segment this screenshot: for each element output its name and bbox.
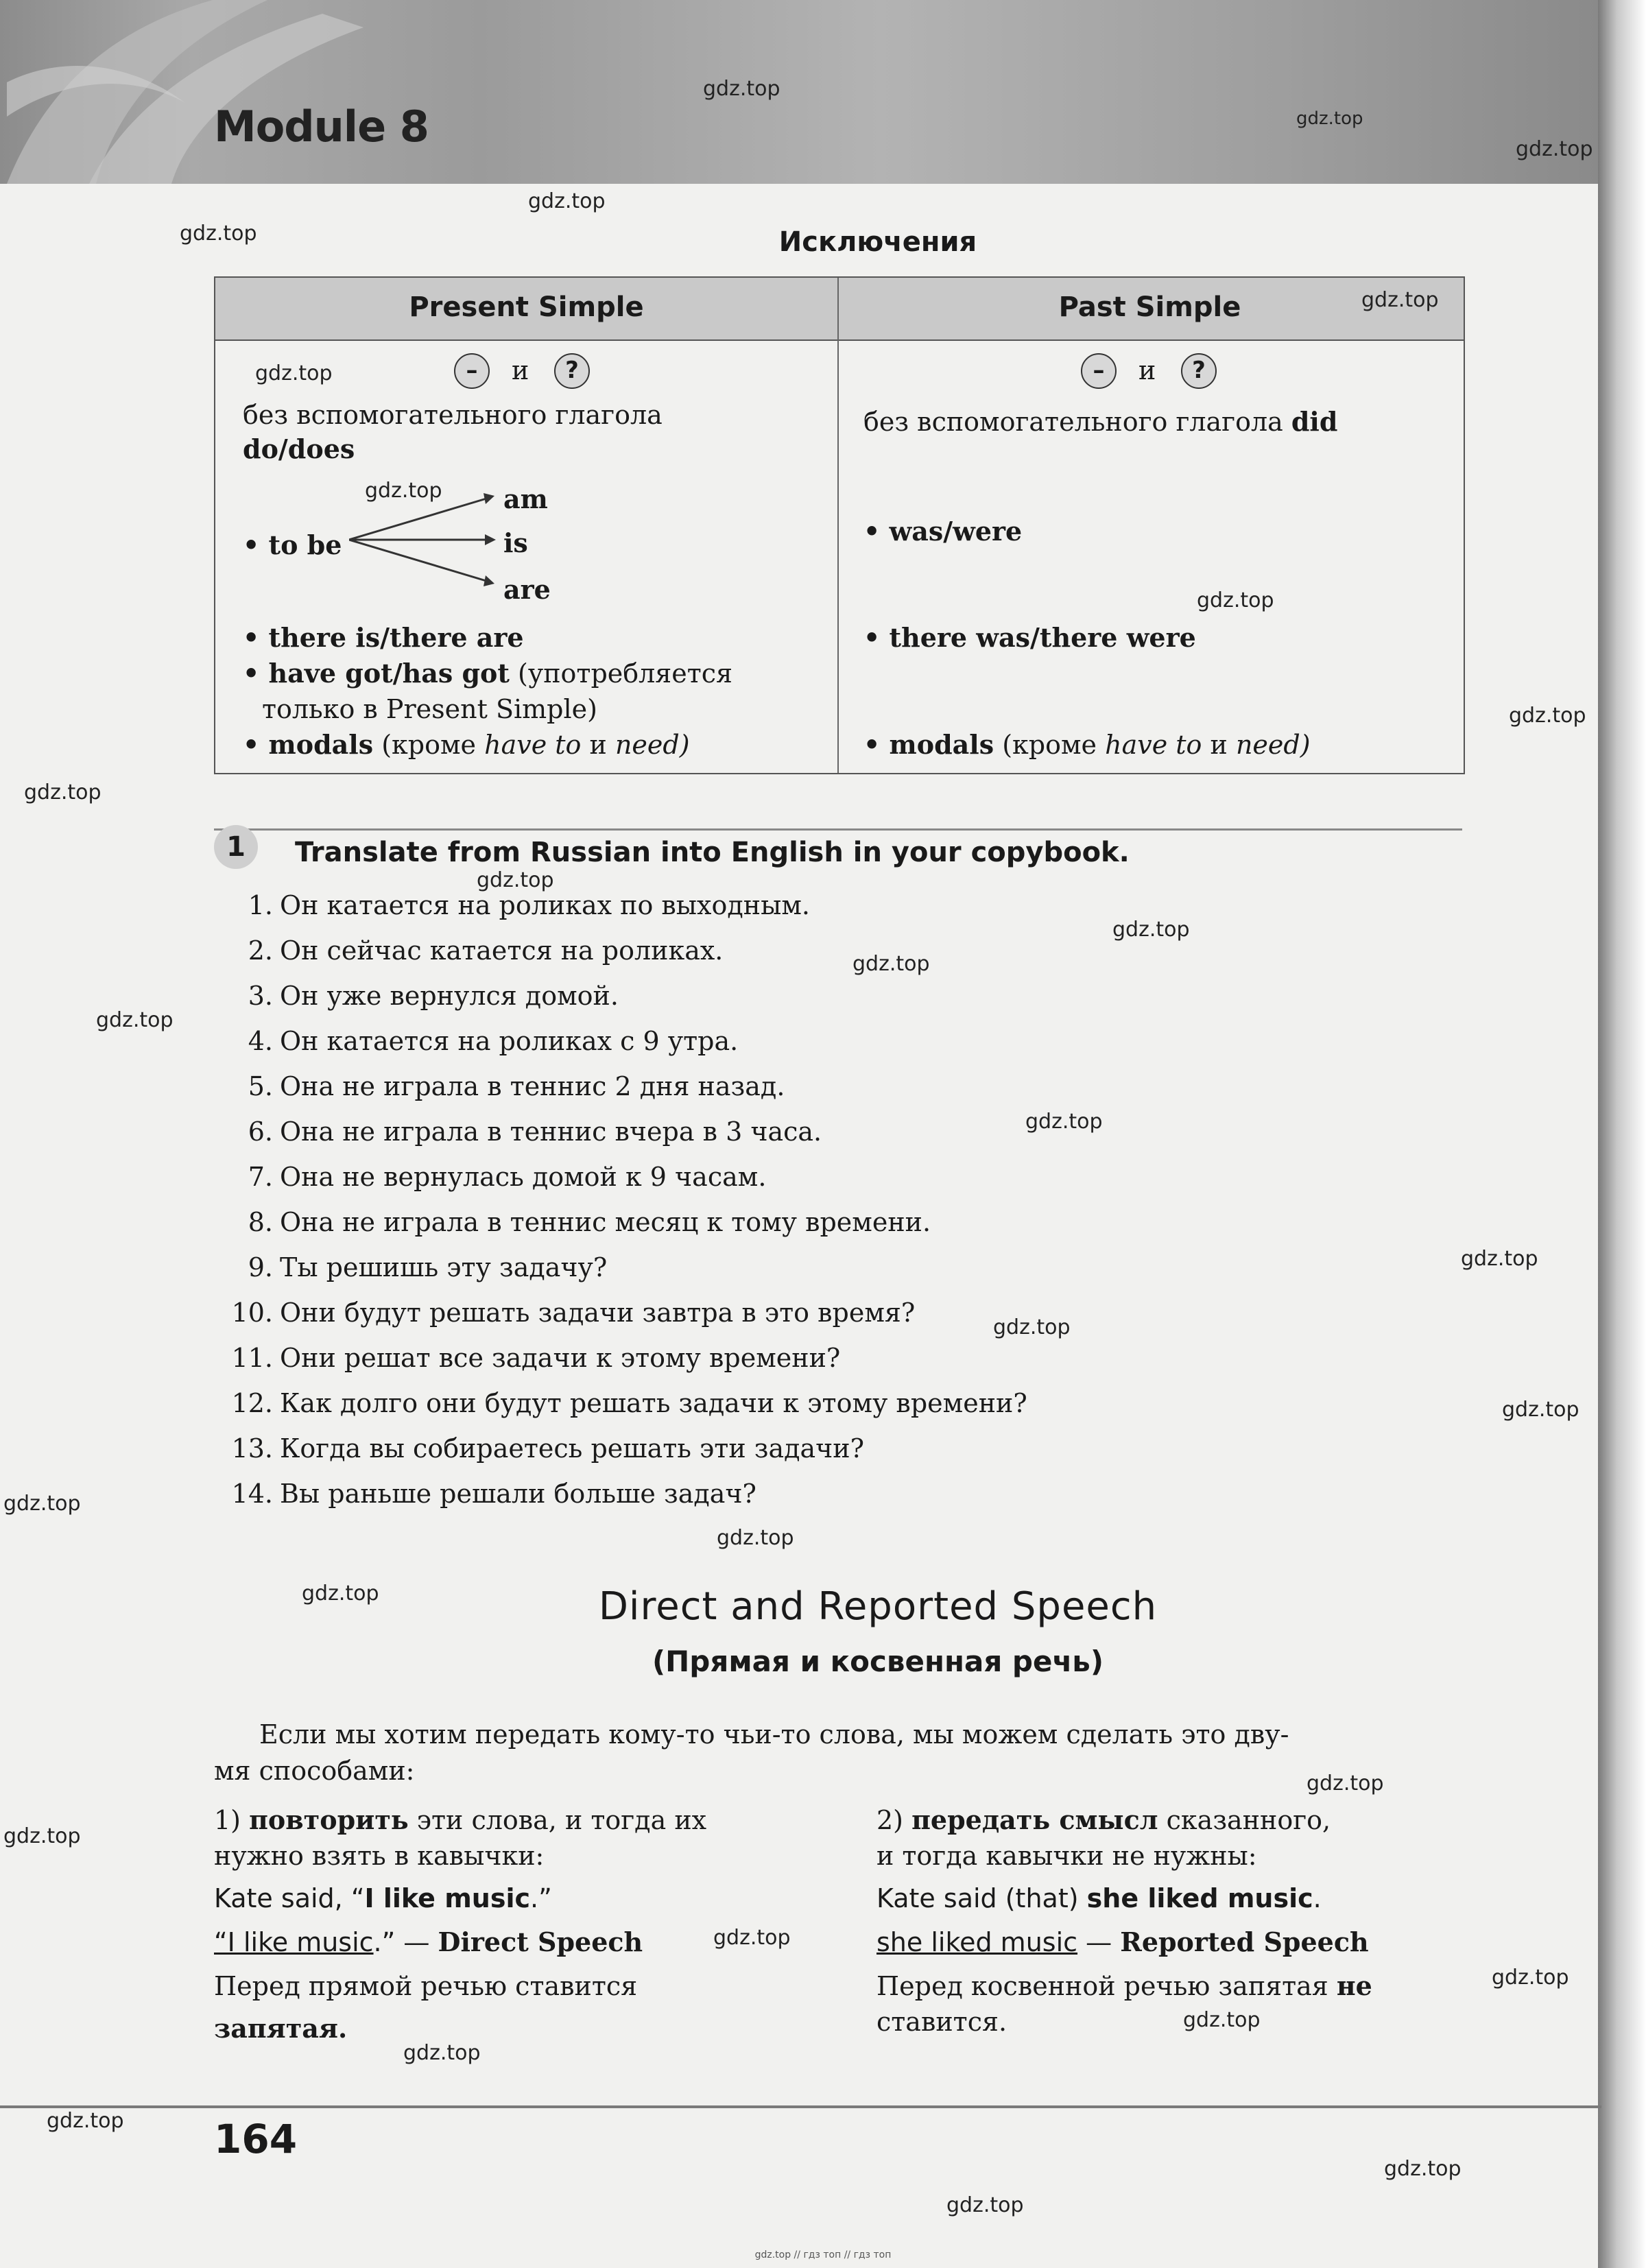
reported-speech-note: Перед косвенной речью запятая не	[876, 1970, 1372, 2001]
exercise-item: 9. Ты решишь эту задачу?	[248, 1252, 608, 1282]
exercise-item: 14. Вы раньше решали больше задач?	[231, 1479, 756, 1509]
exercise-item: 7. Она не вернулась домой к 9 часам.	[248, 1162, 767, 1192]
column-present-simple: Present Simple	[409, 291, 644, 323]
exercise-item: 6. Она не играла в теннис вчера в 3 часа.	[248, 1117, 822, 1147]
watermark: gdz.top	[1183, 2008, 1261, 2032]
direct-speech-example: Kate said, “I like music.”	[214, 1883, 552, 1913]
exercise-item: 12. Как долго они будут решать задачи к этому времени?	[231, 1388, 1027, 1418]
speech-section-title: Direct and Reported Speech	[598, 1584, 1158, 1629]
speech-intro-line2: мя способами:	[214, 1756, 415, 1786]
decorative-swirl	[7, 0, 363, 184]
present-have-got-note: только в Present Simple)	[262, 694, 597, 724]
and-word: и	[512, 355, 529, 385]
past-there-was: • there was/there were	[863, 622, 1196, 653]
watermark: gdz.top	[1509, 704, 1586, 728]
watermark: gdz.top	[528, 189, 606, 213]
direct-speech-point: 1) повторить эти слова, и тогда их	[214, 1804, 707, 1835]
exceptions-title: Исключения	[778, 226, 977, 258]
page-number: 164	[214, 2116, 298, 2162]
exercise-item: 8. Она не играла в теннис месяц к тому времени.	[248, 1207, 931, 1237]
exercise-rule	[214, 828, 1462, 831]
minus-symbol: –	[454, 353, 490, 389]
watermark: gdz.top	[993, 1315, 1071, 1339]
watermark: gdz.top	[302, 1581, 379, 1605]
watermark: gdz.top	[180, 222, 257, 246]
watermark: gdz.top	[3, 1824, 81, 1848]
watermark: gdz.top	[852, 952, 930, 976]
to-be-arrows	[349, 492, 497, 588]
exercise-item: 4. Он катается на роликах с 9 утра.	[248, 1026, 739, 1056]
exercise-title: Translate from Russian into English in your copybook.	[295, 837, 1130, 868]
reported-speech-label-line: she liked music — Reported Speech	[876, 1926, 1369, 1957]
reported-speech-point: 2) передать смысл сказанного,	[876, 1804, 1331, 1835]
exercise-item: 2. Он сейчас катается на роликах.	[248, 935, 724, 966]
watermark: gdz.top	[703, 77, 780, 101]
watermark: gdz.top	[1112, 918, 1190, 942]
exercise-item: 5. Она не играла в теннис 2 дня назад.	[248, 1071, 785, 1101]
watermark: gdz.top	[1197, 588, 1274, 612]
watermark: gdz.top	[713, 1926, 791, 1950]
speech-intro-line1: Если мы хотим передать кому-то чьи-то слова, мы можем сделать это дву-	[259, 1719, 1289, 1750]
reported-speech-point-cont: и тогда кавычки не нужны:	[876, 1841, 1257, 1871]
exceptions-table	[214, 276, 1465, 774]
present-modals: • modals (кроме have to и need)	[243, 729, 690, 760]
exercise-item: 1. Он катается на роликах по выходным.	[248, 890, 810, 920]
watermark: gdz.top	[3, 1492, 81, 1516]
watermark: gdz.top	[47, 2109, 124, 2133]
past-was-were: • was/were	[863, 516, 1023, 547]
exercise-item: 3. Он уже вернулся домой.	[248, 981, 619, 1011]
present-there-is: • there is/there are	[243, 622, 524, 653]
direct-speech-point-cont: нужно взять в кавычки:	[214, 1841, 545, 1871]
present-do-does: do/does	[243, 433, 355, 464]
footer-rule	[0, 2105, 1601, 2108]
watermark: gdz.top	[365, 479, 442, 503]
column-divider	[837, 278, 839, 773]
present-to-be: • to be	[243, 529, 342, 560]
exercise-item: 11. Они решат все задачи к этому времени?	[231, 1343, 841, 1373]
watermark: gdz.top	[717, 1526, 794, 1550]
present-no-aux: без вспомогательного глагола	[243, 400, 663, 430]
watermark: gdz.top	[1296, 108, 1363, 129]
column-past-simple: Past Simple	[1058, 291, 1241, 323]
module-title: Module 8	[214, 102, 429, 152]
and-word: и	[1138, 355, 1156, 385]
direct-speech-note: Перед прямой речью ставится	[214, 1971, 638, 2001]
reported-speech-note-cont: ставится.	[876, 2007, 1007, 2037]
to-be-am: am	[503, 484, 548, 514]
watermark: gdz.top	[1461, 1247, 1538, 1271]
direct-speech-note-cont: запятая.	[214, 2013, 348, 2044]
present-have-got: • have got/has got (употребляется	[243, 658, 733, 689]
exercise-item: 10. Они будут решать задачи завтра в это время?	[231, 1298, 916, 1328]
watermark: gdz.top	[403, 2041, 481, 2065]
direct-speech-label-line: “I like music.” — Direct Speech	[214, 1926, 643, 1957]
watermark: gdz.top	[1025, 1110, 1103, 1134]
to-be-are: are	[503, 574, 551, 605]
reported-speech-example: Kate said (that) she liked music.	[876, 1883, 1322, 1913]
watermark: gdz.top	[477, 868, 554, 892]
watermark: gdz.top	[946, 2193, 1024, 2217]
watermark: gdz.top	[1502, 1398, 1579, 1422]
past-no-aux: без вспомогательного глагола did	[863, 406, 1338, 437]
speech-section-subtitle: (Прямая и косвенная речь)	[652, 1645, 1104, 1678]
watermark: gdz.top	[255, 361, 333, 385]
bottom-banner-note: gdz.top // гдз топ // гдз топ	[754, 2249, 892, 2260]
minus-symbol: –	[1081, 353, 1117, 389]
watermark: gdz.top	[1384, 2157, 1462, 2181]
watermark: gdz.top	[96, 1008, 174, 1032]
watermark: gdz.top	[1361, 288, 1439, 312]
exercise-number-badge: 1	[214, 825, 258, 869]
question-symbol: ?	[1181, 353, 1217, 389]
watermark: gdz.top	[24, 780, 102, 804]
book-spine-shadow	[1598, 0, 1646, 2268]
watermark: gdz.top	[1516, 137, 1593, 161]
watermark: gdz.top	[1492, 1966, 1569, 1990]
watermark: gdz.top	[1307, 1771, 1384, 1795]
exercise-item: 13. Когда вы собираетесь решать эти задачи?	[231, 1433, 864, 1464]
past-modals: • modals (кроме have to и need)	[863, 729, 1311, 760]
question-symbol: ?	[554, 353, 590, 389]
exceptions-table-header	[215, 278, 1464, 341]
to-be-is: is	[503, 527, 528, 558]
